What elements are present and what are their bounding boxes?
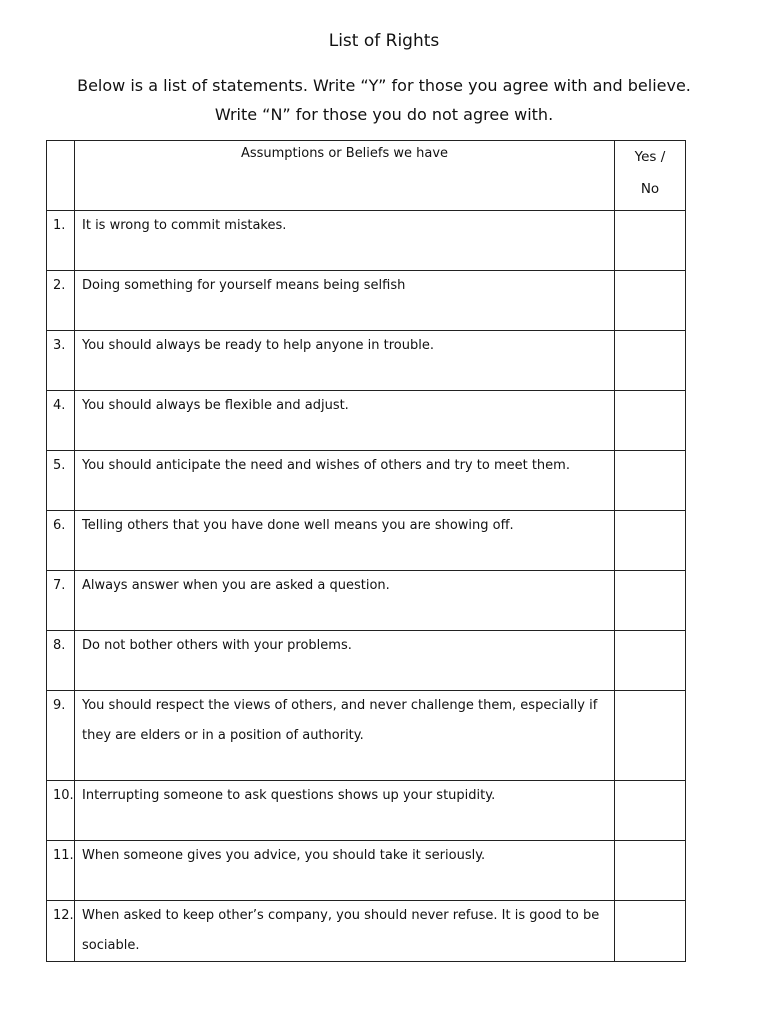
row-number: 4. <box>47 391 75 451</box>
row-statement: When someone gives you advice, you should take it seriously. <box>75 841 615 901</box>
row-number: 6. <box>47 511 75 571</box>
row-statement: Doing something for yourself means being selfish <box>75 271 615 331</box>
table-header-row <box>47 141 686 211</box>
row-statement: Telling others that you have done well means you are showing off. <box>75 511 615 571</box>
header-answer-cell <box>615 141 686 211</box>
table-row <box>47 391 686 451</box>
row-number: 5. <box>47 451 75 511</box>
header-answer-no: No <box>640 181 660 197</box>
table-row <box>47 781 686 841</box>
table-row <box>47 571 686 631</box>
row-statement: You should always be ready to help anyone in trouble. <box>75 331 615 391</box>
instructions <box>0 71 768 129</box>
row-statement: You should always be flexible and adjust. <box>75 391 615 451</box>
table-row <box>47 511 686 571</box>
row-number: 10. <box>47 781 75 841</box>
rights-table <box>46 140 686 962</box>
row-statement: Always answer when you are asked a question. <box>75 571 615 631</box>
table-row <box>47 331 686 391</box>
answer-cell[interactable] <box>615 631 686 691</box>
page-title: List of Rights <box>328 31 440 51</box>
row-statement: Interrupting someone to ask questions shows up your stupidity. <box>75 781 615 841</box>
answer-cell[interactable] <box>615 271 686 331</box>
answer-cell[interactable] <box>615 511 686 571</box>
header-number-cell <box>47 141 75 211</box>
table-row <box>47 211 686 271</box>
instructions-line-1: Below is a list of statements. Write “Y” for those you agree with and believe. <box>77 76 691 95</box>
row-number: 2. <box>47 271 75 331</box>
row-statement: You should anticipate the need and wishes of others and try to meet them. <box>75 451 615 511</box>
answer-cell[interactable] <box>615 211 686 271</box>
table-row <box>47 691 686 781</box>
row-number: 1. <box>47 211 75 271</box>
answer-cell[interactable] <box>615 571 686 631</box>
row-number: 11. <box>47 841 75 901</box>
header-statement-cell: Assumptions or Beliefs we have <box>75 141 615 211</box>
answer-cell[interactable] <box>615 691 686 781</box>
answer-cell[interactable] <box>615 841 686 901</box>
row-number: 8. <box>47 631 75 691</box>
answer-cell[interactable] <box>615 391 686 451</box>
table-row <box>47 901 686 962</box>
answer-cell[interactable] <box>615 331 686 391</box>
header-answer-yes: Yes / <box>634 149 666 165</box>
table-row <box>47 631 686 691</box>
answer-cell[interactable] <box>615 901 686 962</box>
table-row <box>47 451 686 511</box>
instructions-line-2: Write “N” for those you do not agree with. <box>214 105 554 124</box>
row-statement: You should respect the views of others, and never challenge them, especially if they are elders or in a position of authority. <box>75 691 615 781</box>
row-number: 12. <box>47 901 75 962</box>
row-statement: It is wrong to commit mistakes. <box>75 211 615 271</box>
row-number: 7. <box>47 571 75 631</box>
answer-cell[interactable] <box>615 781 686 841</box>
table-row <box>47 271 686 331</box>
answer-cell[interactable] <box>615 451 686 511</box>
row-statement: When asked to keep other’s company, you should never refuse. It is good to be sociable. <box>75 901 615 962</box>
table-row <box>47 841 686 901</box>
row-number: 9. <box>47 691 75 781</box>
row-number: 3. <box>47 331 75 391</box>
row-statement: Do not bother others with your problems. <box>75 631 615 691</box>
